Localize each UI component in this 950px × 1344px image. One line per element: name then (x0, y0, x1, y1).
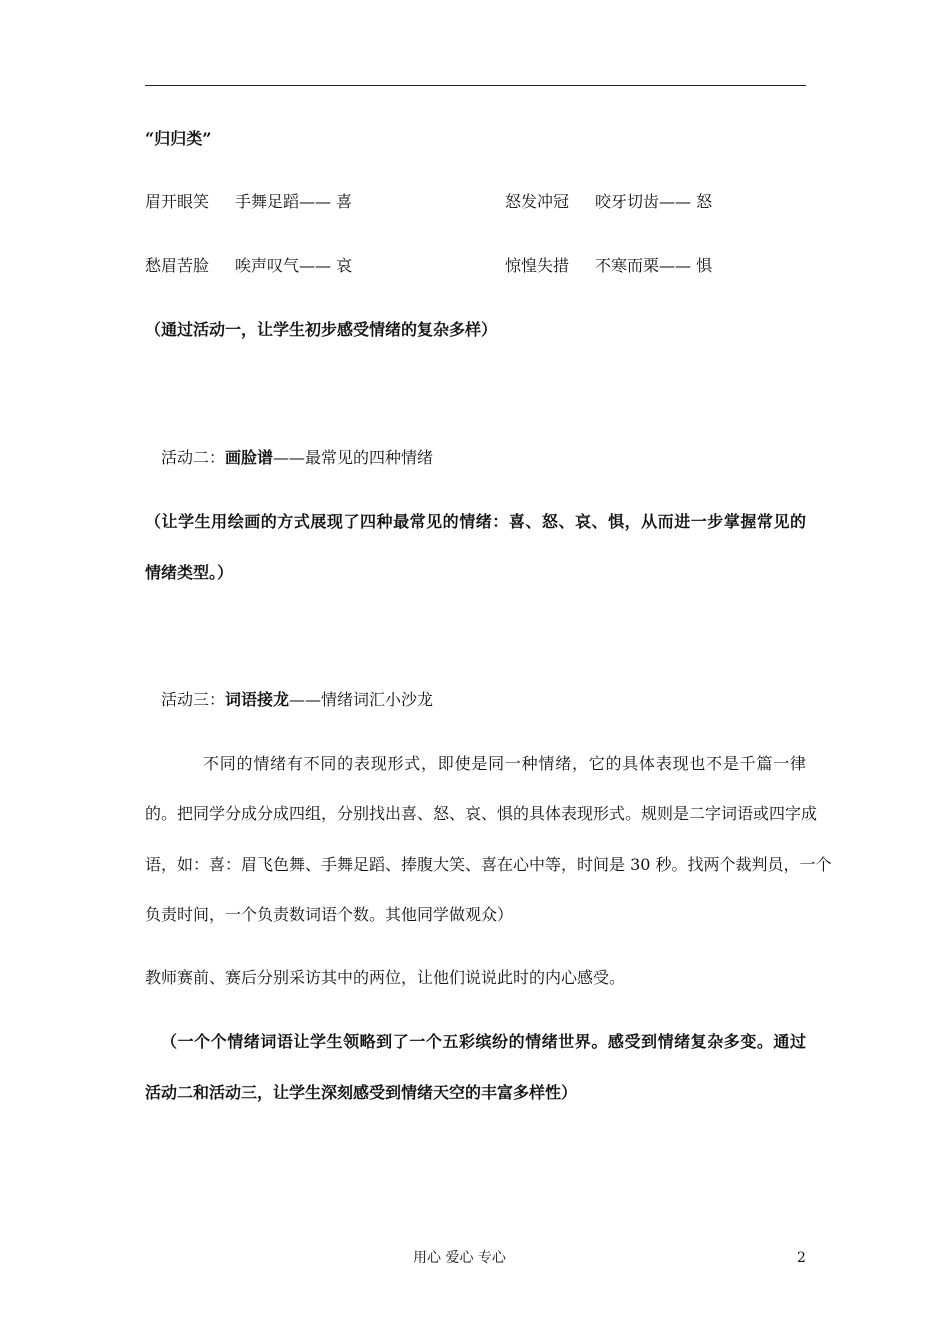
idiom-a: 怒发冲冠 (505, 192, 570, 211)
idiom-b: 不寒而栗—— 惧 (595, 256, 713, 275)
idiom-b: 唉声叹气—— 哀 (235, 256, 353, 275)
activity3-note-line-1: （一个个情绪词语让学生领略到了一个五彩缤纷的情绪世界。感受到情绪复杂多变。通过 (161, 1032, 806, 1051)
activity2-name: 画脸谱 (225, 448, 274, 467)
idiom-a: 愁眉苦脸 (145, 256, 210, 275)
activity2-note-line-2: 情绪类型。） (145, 563, 234, 582)
activity2-prefix: 活动二： (161, 448, 226, 467)
emotion-group-fear (505, 256, 712, 276)
activity3-name: 词语接龙 (225, 690, 290, 709)
footer-motto: 用心 爱心 专心 (413, 1250, 506, 1266)
section-title: “归归类” (145, 129, 212, 148)
activity1-note: （通过活动一，让学生初步感受情绪的复杂多样） (145, 320, 498, 339)
activity3-prefix: 活动三： (161, 690, 226, 709)
activity3-note-line-2: 活动二和活动三，让学生深刻感受到情绪天空的丰富多样性） (145, 1083, 578, 1102)
page-number: 2 (797, 1250, 806, 1266)
emotion-group-joy (145, 192, 352, 212)
activity2-note-line-1: （让学生用绘画的方式展现了四种最常见的情绪：喜、怒、哀、惧，从而进一步掌握常见的 (145, 512, 806, 531)
idiom-a: 惊惶失措 (505, 256, 570, 275)
paragraph-line-4: 负责时间，一个负责数词语个数。其他同学做观众） (145, 905, 514, 924)
emotion-group-anger (505, 192, 712, 212)
activity3-heading (161, 690, 433, 710)
idiom-b: 手舞足蹈—— 喜 (235, 192, 353, 211)
activity2-suffix: ——最常见的四种情绪 (273, 448, 434, 467)
paragraph-line-1: 不同的情绪有不同的表现形式，即使是同一种情绪，它的具体表现也不是千篇一律 (203, 754, 806, 773)
activity3-suffix: ——情绪词汇小沙龙 (289, 690, 434, 709)
header-rule (145, 85, 806, 86)
interview-text: 教师赛前、赛后分别采访其中的两位，让他们说说此时的内心感受。 (145, 968, 626, 987)
paragraph-line-2: 的。把同学分成分成四组，分别找出喜、怒、哀、惧的具体表现形式。规则是二字词语或四字成 (145, 804, 818, 823)
idiom-b: 咬牙切齿—— 怒 (595, 192, 713, 211)
activity2-heading (161, 448, 433, 468)
idiom-a: 眉开眼笑 (145, 192, 210, 211)
emotion-group-sorrow (145, 256, 352, 276)
paragraph-line-3: 语，如：喜：眉飞色舞、手舞足蹈、捧腹大笑、喜在心中等，时间是 30 秒。找两个裁判员，一个 (145, 855, 832, 874)
